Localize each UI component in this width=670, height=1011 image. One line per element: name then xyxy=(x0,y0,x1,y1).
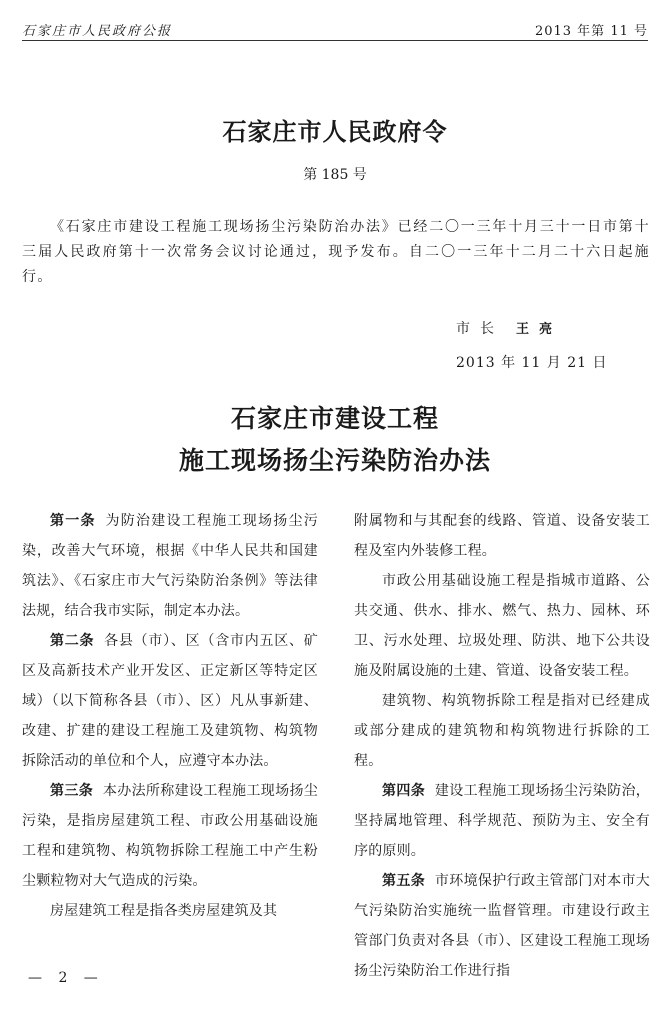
article-text: 建筑物、构筑物拆除工程是指对已经建成或部分建成的建筑物和构筑物进行拆除的工程。 xyxy=(354,693,650,769)
article-label: 第五条 xyxy=(382,873,426,889)
order-body: 《石家庄市建设工程施工现场扬尘污染防治办法》已经二〇一三年十月三十一日市第十三届人民政府第十一次常务会议讨论通过，现予发布。自二〇一三年十二月二十六日起施行。 xyxy=(22,219,650,285)
paragraph xyxy=(354,866,650,986)
publication-name: 石家庄市人民政府公报 xyxy=(22,24,173,39)
paragraph xyxy=(22,626,318,776)
paragraph xyxy=(22,506,318,626)
order-number: 第 185 号 xyxy=(303,167,367,183)
paragraph-continuation xyxy=(354,506,650,566)
article-label: 第四条 xyxy=(382,783,426,799)
signature xyxy=(456,318,562,338)
article-text: 附属物和与其配套的线路、管道、设备安装工程及室内外装修工程。 xyxy=(354,513,650,559)
article-text: 建设工程施工现场扬尘污染防治，坚持属地管理、科学规范、预防为主、安全有序的原则。 xyxy=(354,783,650,859)
page-number: — 2 — xyxy=(28,970,104,986)
signer-title: 市长 xyxy=(456,321,504,337)
article-text: 市环境保护行政主管部门对本市大气污染防治实施统一监督管理。市建设行政主管部门负责对各县（市）、区建设工程施工现场扬尘污染防治工作进行指 xyxy=(354,873,650,979)
page-header xyxy=(22,10,648,41)
paragraph xyxy=(354,566,650,686)
left-column xyxy=(22,506,318,926)
article-label: 第三条 xyxy=(50,783,94,799)
article-text: 本办法所称建设工程施工现场扬尘污染，是指房屋建筑工程、市政公用基础设施工程和建筑物、构筑物拆除工程施工中产生粉尘颗粒物对大气造成的污染。 xyxy=(22,783,318,889)
issue-number: 2013 年第 11 号 xyxy=(534,24,648,39)
document-title xyxy=(0,398,670,482)
article-text: 各县（市）、区（含市内五区、矿区及高新技术产业开发区、正定新区等特定区域）（以下简称各县（市）、区）凡从事新建、改建、扩建的建设工程施工及建筑物、构筑物拆除活动的单位和个人，应遵守本办法。 xyxy=(22,633,318,769)
article-label: 第一条 xyxy=(50,513,96,529)
document-title-line-1: 石家庄市建设工程 xyxy=(230,404,439,433)
paragraph xyxy=(22,776,318,896)
signer-name: 王亮 xyxy=(516,322,563,337)
paragraph xyxy=(22,896,318,926)
right-column xyxy=(354,506,650,986)
order-title: 石家庄市人民政府令 xyxy=(222,117,448,146)
article-text: 为防治建设工程施工现场扬尘污染，改善大气环境，根据《中华人民共和国建筑法》、《石家庄市大气污染防治条例》等法律法规，结合我市实际，制定本办法。 xyxy=(22,513,318,619)
signature-date: 2013 年 11 月 21 日 xyxy=(456,355,608,371)
document-title-line-2: 施工现场扬尘污染防治办法 xyxy=(178,446,491,475)
paragraph xyxy=(354,686,650,776)
article-text: 市政公用基础设施工程是指城市道路、公共交通、供水、排水、燃气、热力、园林、环卫、污水处理、垃圾处理、防洪、地下公共设施及附属设施的土建、管道、设备安装工程。 xyxy=(354,573,650,679)
article-label: 第二条 xyxy=(50,633,95,649)
paragraph xyxy=(354,776,650,866)
article-text: 房屋建筑工程是指各类房屋建筑及其 xyxy=(50,903,278,919)
